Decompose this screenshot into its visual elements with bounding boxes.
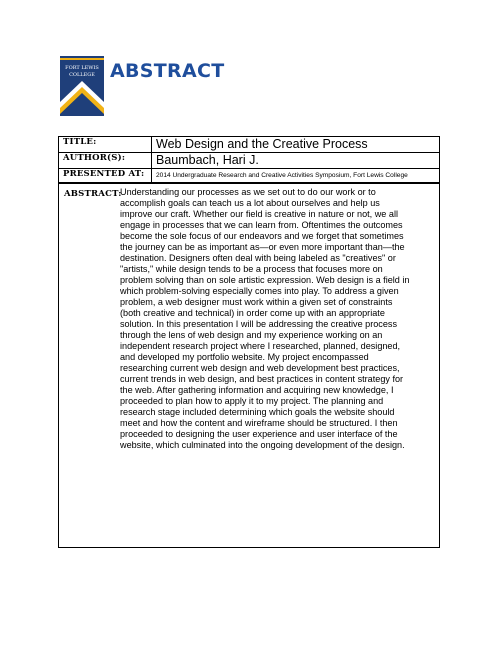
- abstract-line: solution. In this presentation I will be addressing the creative process: [120, 319, 398, 329]
- abstract-line: "artists," while design tends to be a process that focuses more on: [120, 264, 383, 274]
- abstract-line: (both creative and technical) in order come up with an appropriate: [120, 308, 385, 318]
- metadata-table: [58, 136, 440, 184]
- abstract-line: website, which culminated into the ongoing development of the design.: [120, 440, 405, 450]
- abstract-line: and developed my portfolio website. My project encompassed: [120, 352, 369, 362]
- abstract-line: problem solving than on sole artistic expression. Web design is a field in: [120, 275, 410, 285]
- abstract-line: improve our craft. Whether our field is creative in nature or not, we all: [120, 209, 398, 219]
- abstract-line: through the lens of web design and my experience working on an: [120, 330, 383, 340]
- abstract-line: current trends in web design, and best practices in content strategy for: [120, 374, 404, 384]
- abstract-text: [120, 187, 434, 451]
- abstract-line: destination. Designers often deal with being labeled as "creatives" or: [120, 253, 396, 263]
- svg-text:FORT LEWIS: FORT LEWIS: [65, 65, 99, 71]
- abstract-line: Understanding our processes as we set out to do our work or to: [120, 187, 376, 197]
- author-value: Baumbach, Hari J.: [152, 153, 440, 169]
- svg-text:COLLEGE: COLLEGE: [69, 72, 95, 78]
- abstract-line: proceeded to plan how to apply it to my project. The planning and: [120, 396, 384, 406]
- abstract-line: researching current web design and web development best practices,: [120, 363, 400, 373]
- page-title: ABSTRACT: [110, 60, 225, 82]
- abstract-line: the journey can be as important as—or even more important than—the: [120, 242, 405, 252]
- abstract-line: the web. After gathering information and acquiring new knowledge, I: [120, 385, 394, 395]
- title-value: Web Design and the Creative Process: [152, 137, 440, 153]
- abstract-line: meet and how the content and wireframe should be structured. I then: [120, 418, 398, 428]
- abstract-section: [58, 182, 440, 548]
- author-label: AUTHOR(S):: [59, 153, 152, 169]
- abstract-line: proceeded to designing the user experience and user interface of the: [120, 429, 398, 439]
- abstract-line: become the sole focus of our endeavors and we forget that sometimes: [120, 231, 404, 241]
- abstract-line: research stage included determining which goals the website should: [120, 407, 395, 417]
- abstract-line: independent research project where I researched, planned, designed,: [120, 341, 401, 351]
- title-label: TITLE:: [59, 137, 152, 153]
- abstract-label: ABSTRACT:: [64, 189, 122, 199]
- abstract-line: problem, a web designer must work within a given set of constraints: [120, 297, 393, 307]
- abstract-line: accomplish goals can teach us a lot about ourselves and help us: [120, 198, 380, 208]
- abstract-line: which problem-solving especially comes into play. To address a given: [120, 286, 399, 296]
- fort-lewis-college-logo: [60, 56, 104, 116]
- presented-label: PRESENTED AT:: [59, 169, 152, 184]
- abstract-line: engage in processes that we can learn from. Oftentimes the outcomes: [120, 220, 403, 230]
- presented-value: 2014 Undergraduate Research and Creative Activities Symposium, Fort Lewis College: [152, 169, 440, 184]
